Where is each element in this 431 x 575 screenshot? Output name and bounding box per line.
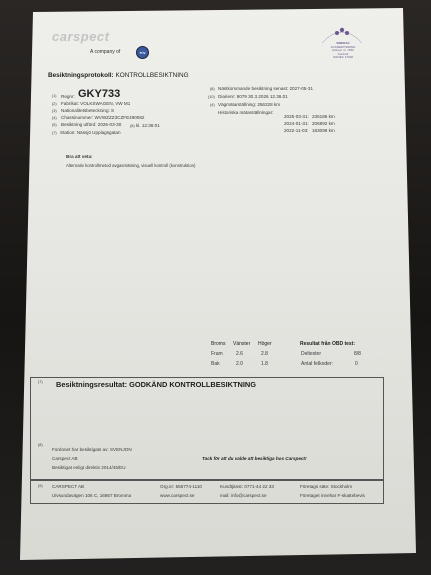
obd-row-value: 0 — [355, 361, 358, 367]
next-inspection: Nästkommande besiktning senast: 2027-05-31 — [218, 86, 313, 91]
notes-title: Bra att veta: — [66, 154, 93, 159]
nationality: Nationalitetsbeteckning: S — [61, 108, 115, 113]
history-value: 235186 km — [312, 114, 335, 119]
brakes-header-right: Höger — [258, 341, 272, 347]
footer-company: CARSPECT AB — [52, 484, 85, 489]
date-num: (5) — [52, 123, 57, 127]
odometer: Vägmätarställning: 256328 km — [218, 102, 281, 107]
next-num: (8) — [210, 87, 215, 91]
chassis: Chassinummer: WVWZZZ3CZFE490082 — [61, 115, 145, 120]
title-bold: Besiktningsprotokoll: — [48, 72, 114, 79]
directive-line: Besiktigat enligt direktiv 2014/45/EU — [52, 465, 126, 470]
seal-text — [326, 42, 360, 60]
footer-mail: mail: info@carspect.se — [220, 493, 267, 498]
brakes-row-label: Bak — [211, 361, 220, 367]
inspected-by: Fordonet har besiktigats av: SVENJON — [52, 447, 132, 452]
seal-line: SWEDAC — [336, 41, 350, 45]
make: Fabrikat: VOLKSWAGEN, VW M1 — [61, 101, 131, 106]
title-rest: KONTROLLBESIKTNING — [115, 72, 189, 79]
thanks-text: Tack för att du valde att besiktiga hos Carspect! — [202, 456, 307, 461]
brakes-header-left: Vänster — [233, 341, 251, 347]
footer-phone: Kundtjänst: 0771-44 22 33 — [220, 484, 274, 489]
notes-text: Alternativ kontrollmetod avgasmätning, visuell kontroll (konstruktion) — [66, 163, 196, 168]
station-num: (7) — [52, 131, 57, 135]
reg-label: Regnr: — [61, 94, 75, 99]
obd-row-label: Antal felkoder: — [301, 361, 333, 367]
company-line: Carspect AB — [52, 456, 78, 461]
tuv-badge-icon — [136, 46, 149, 59]
document-title — [48, 72, 189, 79]
inspection-date: Besiktning utförd: 2026-03-30 — [61, 122, 122, 127]
nat-num: (3) — [52, 109, 57, 113]
history-value: 206892 km — [312, 121, 335, 126]
station: Station: Nässjö Upplagsgatan — [60, 130, 121, 135]
signature-num: (8) — [38, 443, 43, 447]
result-text: Besiktningsresultat: GODKÄND KONTROLLBESIKTNING — [56, 380, 256, 389]
history-date: 2022-11-03: — [284, 128, 309, 133]
chassis-num: (4) — [52, 116, 57, 120]
brakes-row-left: 2.6 — [236, 351, 243, 357]
footer-tax: Företaget innehar F-skattebevis — [300, 493, 365, 498]
brakes-header-label: Broms — [211, 341, 226, 347]
make-num: (2) — [52, 102, 57, 106]
company-of-text: A company of — [90, 49, 121, 55]
seal-line: ISO/IEC 17020 — [332, 55, 354, 60]
footer-seat: Företags säte: Stockholm — [300, 484, 353, 489]
reg-value: GKY733 — [78, 88, 121, 100]
odo-num: (4) — [210, 103, 215, 107]
brakes-row-right: 1.8 — [261, 361, 268, 367]
tuv-badge-text: TÜV — [139, 50, 146, 55]
seal-line: ACKREDITERING — [330, 44, 356, 49]
carspect-logo: carspect — [52, 29, 110, 44]
inspection-time: kl. 12:36:01 — [136, 123, 160, 128]
time-num: (6) — [130, 124, 135, 128]
brakes-row-label: Fram — [211, 351, 223, 357]
diarie-num: (10) — [208, 95, 215, 99]
footer-web: www.carspect.se — [160, 493, 195, 498]
brakes-row-right: 2.8 — [261, 351, 268, 357]
result-num: (7) — [38, 380, 43, 384]
seal-line: Kontroll — [337, 51, 349, 56]
footer-org: Org.nr: 556774-1110 — [160, 484, 202, 489]
diarie: Diarienr: 9079 30.3.2026 12.36.01 — [218, 94, 288, 99]
footer-address: Ulvsundavägen 106 C, 16867 Bromma — [52, 493, 132, 498]
footer-num: (9) — [38, 484, 43, 488]
seal-line: Ackred. nr. 7962 — [332, 48, 354, 53]
obd-row-value: 8/8 — [354, 351, 361, 357]
brakes-row-left: 2.0 — [236, 361, 243, 367]
history-value: 183098 km — [312, 128, 335, 133]
obd-row-label: Deltester — [301, 351, 322, 357]
history-label: Historiska mätarställningar: — [218, 110, 274, 115]
history-date: 2025-03-31: — [284, 114, 309, 119]
reg-num: (1) — [52, 94, 57, 98]
history-date: 2024-01-31: — [284, 121, 309, 126]
obd-title: Resultat från OBD test: — [300, 341, 356, 347]
